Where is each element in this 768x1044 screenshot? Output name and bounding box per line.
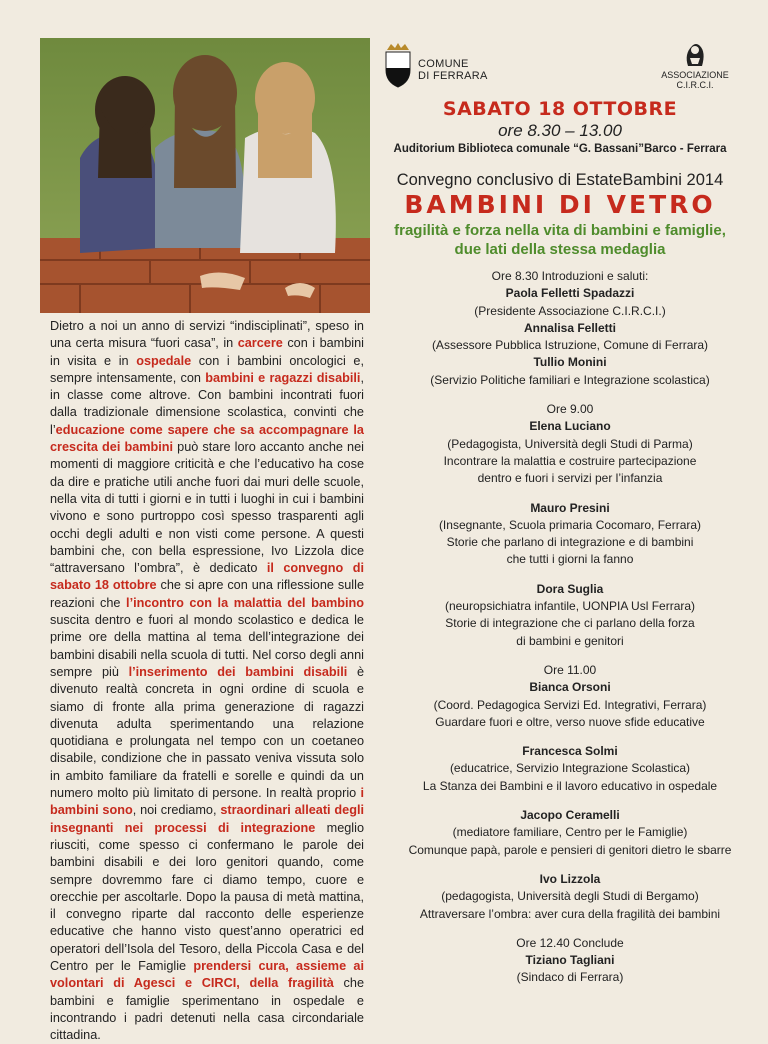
paragraph-text: con i bambini in visita e in	[50, 336, 364, 368]
children-photo	[40, 38, 370, 313]
program-line: Incontrare la malattia e costruire partecipazione	[443, 453, 697, 468]
program-line: (Servizio Politiche familiari e Integrazione scolastica)	[430, 372, 710, 387]
paragraph-text: meglio riusciti, come spesso ci confermano le parole dei bambini disabili e dei loro genitori quando, come sempre dovremmo fare ci diamo tempo, cuore e orecchie per ascoltarle. Dopo la pausa di metà mattina, il convegno riparte dal racconto delle esperienze educative che hanno visto quest’anno operatrici ed operatori dell’Isola del Tesoro, della Piccola Casa e del Centro per le Famiglie	[50, 820, 365, 973]
program-line: Attraversare l’ombra: aver cura della fragilità dei bambini	[419, 906, 721, 921]
paragraph-text: , in classe come altrove. Con bambini incontrati fuori dalla tradizionale dimensione scolastica, convinti che l’	[50, 370, 364, 437]
event-date: SABATO 18 OTTOBRE	[442, 98, 678, 120]
program-item	[390, 581, 750, 650]
highlighted-phrase: ospedale	[136, 353, 192, 368]
comune-ferrara-label	[418, 58, 488, 82]
program-line: (Assessore Pubblica Istruzione, Comune di Ferrara)	[431, 338, 709, 353]
program-line: Comunque papà, parole e pensieri di genitori dietro le sbarre	[408, 842, 732, 857]
highlighted-phrase: educazione come sapere che sa accompagnare la crescita dei bambini	[50, 422, 364, 455]
circi-label	[640, 70, 750, 90]
program-line: Storie che parlano di integrazione e di bambini	[446, 535, 694, 550]
paragraph-text: , noi crediamo,	[132, 803, 221, 818]
program-line: Storie di integrazione che ci parlano della forza	[445, 616, 695, 631]
circi-label-line2: C.I.R.C.I.	[676, 80, 714, 90]
highlighted-phrase: straordinari alleati degli insegnanti nei processi di integrazione	[50, 803, 364, 835]
program-line: che tutti i giorni la fanno	[506, 552, 634, 567]
paragraph-text: che si apre con una riflessione sulle reazioni che	[50, 578, 364, 610]
speaker-name: Annalisa Felletti	[523, 320, 617, 335]
speaker-name: Elena Luciano	[529, 419, 611, 434]
highlighted-phrase: i bambini sono	[50, 786, 364, 818]
program-line: (Coord. Pedagogica Servizi Ed. Integrativi, Ferrara)	[433, 697, 707, 712]
highlighted-phrase: bambini e ragazzi disabili	[205, 370, 361, 385]
program-schedule	[390, 268, 750, 999]
highlighted-phrase: carcere	[237, 336, 283, 351]
speaker-name: Francesca Solmi	[522, 744, 618, 759]
paragraph-text: suscita dentro e fuori al mondo scolastico e dedica le prime ore della mattina al tema dell’integrazione dei bambini disabili nella scuola di tutti. Nel corso degli anni sempre più	[50, 613, 364, 679]
subtitle-line2: due lati della stessa medaglia	[454, 241, 666, 258]
circi-logo	[640, 40, 750, 92]
event-header	[370, 96, 750, 259]
program-line: Ore 8.30 Introduzioni e saluti:	[491, 269, 649, 283]
paragraph-text: che bambini e famiglie sperimentano in ospedale e incontrando i padri detenuti nella casa circondariale cittadina.	[50, 976, 365, 1043]
speaker-name: Paola Felletti Spadazzi	[505, 286, 635, 301]
program-line: Ore 9.00	[546, 402, 594, 417]
program-item	[390, 662, 750, 731]
paragraph-text: può stare loro accanto anche nei momenti di maggiore criticità e che l’educativo ha cose da dire e pratiche utili anche fuori dai muri delle scuole, nella vita di tutti i giorni e in tutti i luoghi in cui i bambini vivono e sono purtroppo così spesso trasparenti agli occhi degli adulti e non visti come persone. A questi bambini che, con bella espressione, Ivo Lizzola dice “attraversano l’ombra”, è dedicato	[50, 440, 364, 576]
convegno-line: Convegno conclusivo di EstateBambini 2014	[396, 171, 724, 189]
program-item	[390, 500, 750, 569]
intro-paragraph	[50, 318, 364, 1044]
highlighted-phrase: prendersi cura, assieme ai volontari di Agesci e CIRCI, della fragilità	[50, 958, 365, 991]
event-subtitle	[370, 221, 750, 259]
program-line: (Sindaco di Ferrara)	[516, 970, 624, 985]
program-line: di bambini e genitori	[516, 633, 624, 648]
program-line: (neuropsichiatra infantile, UONPIA Usl Ferrara)	[444, 599, 696, 614]
highlighted-phrase: l’incontro con la malattia del bambino	[126, 595, 365, 610]
speaker-name: Mauro Presini	[530, 500, 610, 515]
ferrara-crest-icon	[384, 42, 412, 88]
circi-label-line1: ASSOCIAZIONE	[661, 70, 729, 80]
program-line: Ore 11.00	[543, 662, 597, 677]
paragraph-text: è divenuto realtà concreta in ogni ordine di scuola e siamo di fronte alla prima generazione di ragazzi divenuta adulta sperimentando una relazione quotidiana e prolungata nel tempo con un coetaneo disabile, condizione che in passato veniva vissuta solo in ambito familiare da fratelli e sorelle e quindi da un numero molto più limitato di persone. In realtà proprio	[50, 664, 364, 801]
speaker-name: Ivo Lizzola	[539, 871, 601, 886]
program-line: Ore 12.40 Conclude	[516, 935, 624, 950]
event-time: ore 8.30 – 13.00	[498, 121, 622, 140]
program-item	[390, 871, 750, 923]
speaker-name: Jacopo Ceramelli	[520, 808, 620, 823]
program-item	[390, 268, 750, 389]
program-item	[390, 401, 750, 487]
program-line: (Presidente Associazione C.I.R.C.I.)	[474, 303, 666, 318]
event-title: BAMBINI DI VETRO	[404, 190, 716, 219]
program-line: dentro e fuori i servizi per l’infanzia	[477, 471, 663, 486]
speaker-name: Dora Suglia	[536, 581, 604, 596]
speaker-name: Tullio Monini	[533, 355, 607, 370]
speaker-name: Tiziano Tagliani	[525, 953, 615, 968]
program-line: (mediatore familiare, Centro per le Famiglie)	[452, 825, 688, 840]
comune-ferrara-logo	[384, 42, 494, 88]
speaker-name: Bianca Orsoni	[529, 680, 611, 695]
program-line: (educatrice, Servizio Integrazione Scolastica)	[449, 761, 691, 776]
comune-label-line1: COMUNE	[418, 58, 469, 70]
program-item	[390, 807, 750, 859]
paragraph-text: Dietro a noi un anno di servizi “indisciplinati”, speso in una certa misura “fuori casa”, in	[50, 319, 364, 351]
program-line: (Insegnante, Scuola primaria Cocomaro, Ferrara)	[438, 517, 702, 532]
program-line: La Stanza dei Bambini e il lavoro educativo in ospedale	[422, 778, 718, 793]
program-line: (pedagogista, Università degli Studi di Bergamo)	[441, 889, 699, 904]
subtitle-line1: fragilità e forza nella vita di bambini e famiglie,	[394, 222, 726, 239]
circi-emblem-icon	[678, 40, 712, 70]
program-item	[390, 743, 750, 795]
highlighted-phrase: il convegno di sabato 18 ottobre	[50, 561, 364, 593]
highlighted-phrase: l’inserimento dei bambini disabili	[128, 664, 348, 679]
comune-label-line2: DI FERRARA	[418, 70, 488, 82]
program-line: Guardare fuori e oltre, verso nuove sfide educative	[435, 714, 705, 729]
paragraph-text: con i bambini oncologici e, sempre intensamente, con	[50, 353, 364, 385]
program-item	[390, 935, 750, 987]
program-line: (Pedagogista, Università degli Studi di Parma)	[447, 436, 693, 451]
event-venue: Auditorium Biblioteca comunale “G. Bassani”Barco - Ferrara	[393, 143, 727, 155]
